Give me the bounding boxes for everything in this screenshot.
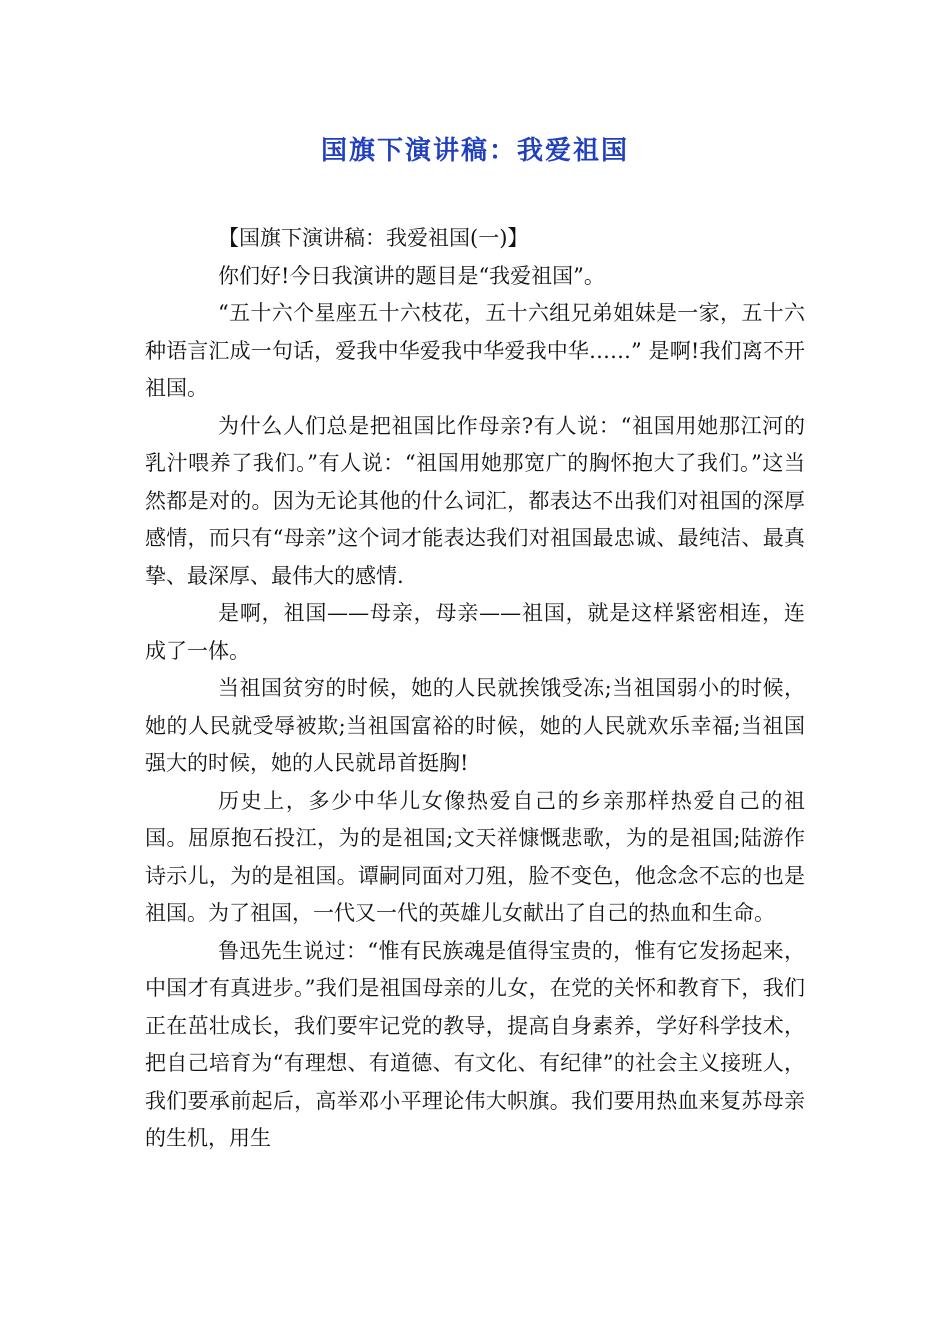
document-body xyxy=(145,220,805,1158)
paragraph-connected: 是啊，祖国——母亲，母亲——祖国，就是这样紧密相连，连成了一体。 xyxy=(145,601,805,663)
document-title: 国旗下演讲稿：我爱祖国 xyxy=(320,136,629,166)
paragraph-mother-metaphor: 为什么人们总是把祖国比作母亲?有人说：“祖国用她那江河的乳汁喂养了我们。”有人说：“祖国用她那宽广的胸怀抱大了我们。”这当然都是对的。因为无论其他的什么词汇，都表达不出我们对祖国的深厚感情，而只有“母亲”这个词才能表达我们对祖国最忠诚、最纯洁、最真挚、最深厚、最伟大的感情. xyxy=(145,413,805,588)
paragraph-fate: 当祖国贫穷的时候，她的人民就挨饿受冻;当祖国弱小的时候，她的人民就受辱被欺;当祖国富裕的时候，她的人民就欢乐幸福;当祖国强大的时候，她的人民就昂首挺胸! xyxy=(145,676,805,775)
paragraph-greeting: 你们好!今日我演讲的题目是“我爱祖国”。 xyxy=(218,263,605,288)
paragraph-song-quote: “五十六个星座五十六枝花，五十六组兄弟姐妹是一家，五十六种语言汇成一句话，爱我中华爱我中华爱我中华……” 是啊!我们离不开祖国。 xyxy=(145,301,805,400)
paragraph-section-heading: 【国旗下演讲稿：我爱祖国(一)】 xyxy=(218,226,529,250)
paragraph-history: 历史上，多少中华儿女像热爱自己的乡亲那样热爱自己的祖国。屈原抱石投江，为的是祖国;文天祥慷慨悲歌，为的是祖国;陆游作诗示儿，为的是祖国。谭嗣同面对刀殂，脸不变色，他念念不忘的也是祖国。为了祖国，一代又一代的英雄儿女献出了自己的热血和生命。 xyxy=(145,788,805,925)
paragraph-luxun: 鲁迅先生说过：“惟有民族魂是值得宝贵的，惟有它发扬起来，中国才有真进步。”我们是祖国母亲的儿女，在党的关怀和教育下，我们正在茁壮成长，我们要牢记党的教导，提高自身素养，学好科学技术，把自己培育为“有理想、有道德、有文化、有纪律”的社会主义接班人，我们要承前起后，高举邓小平理论伟大帜旗。我们要用热血来复苏母亲的生机，用生 xyxy=(145,938,805,1150)
